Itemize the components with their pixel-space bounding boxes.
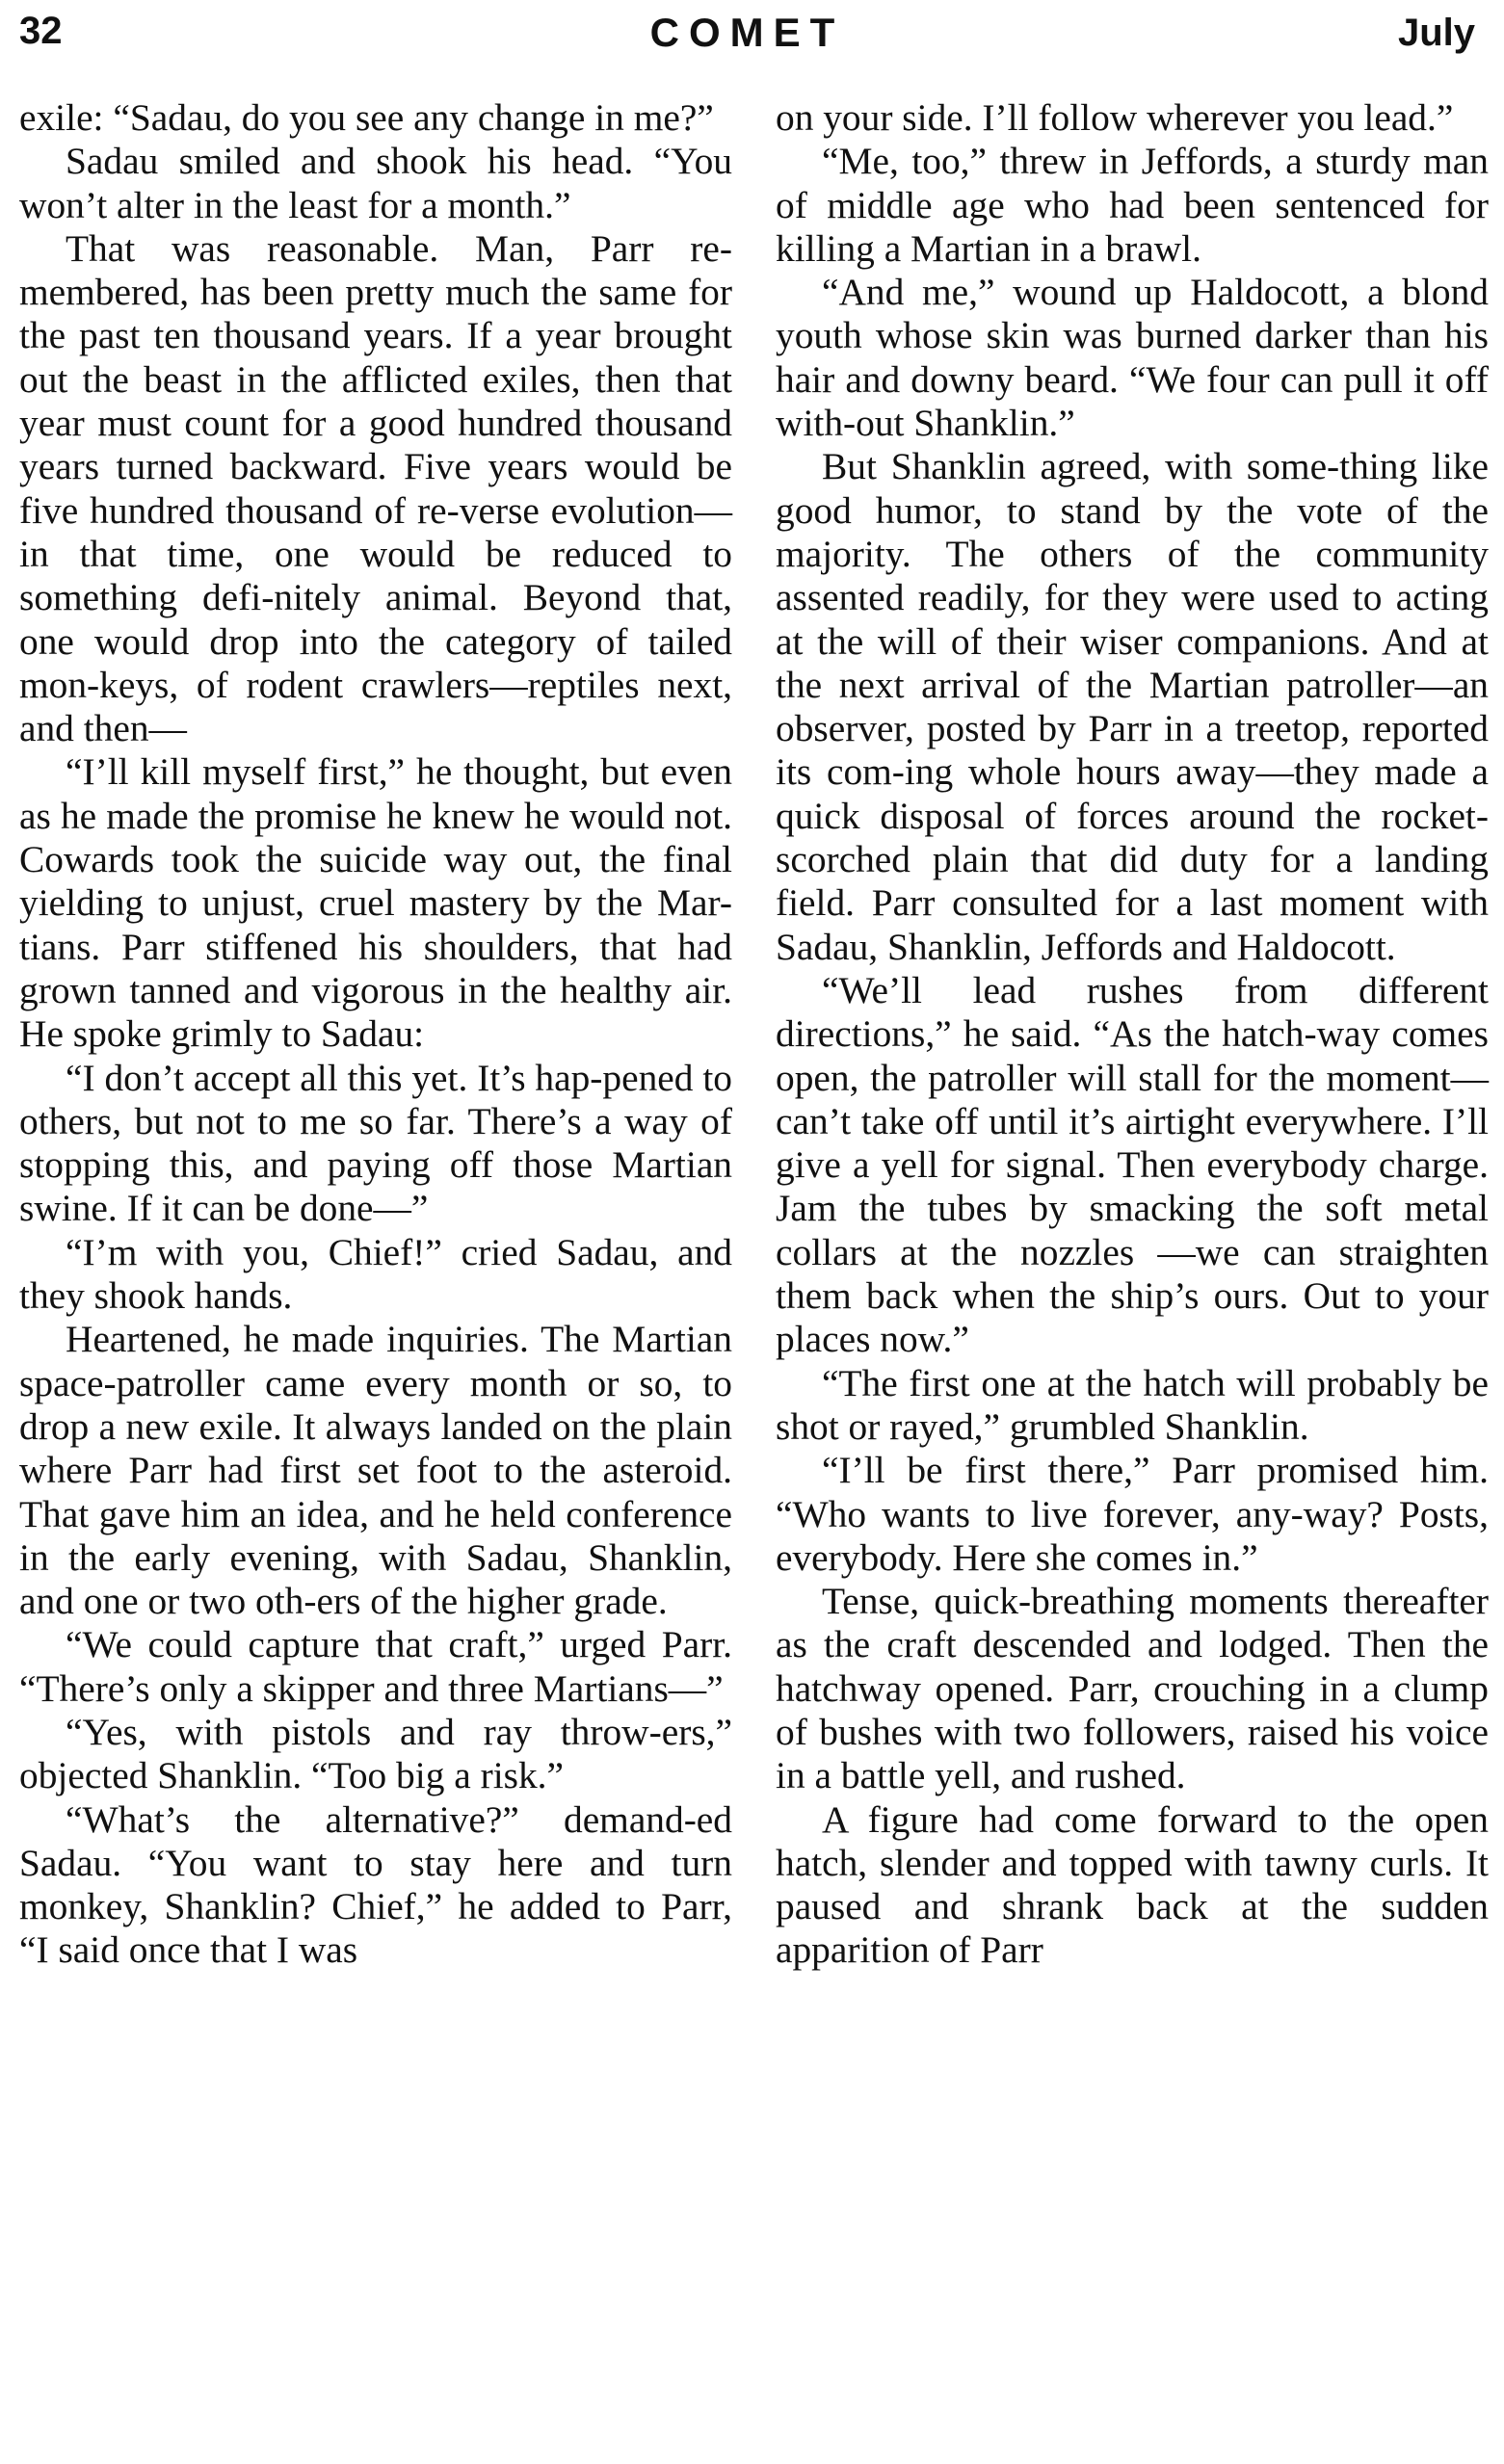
paragraph: “I don’t accept all this yet. It’s hap-pened to others, but not to me so far. There’s a way of stopping this, and paying off those Martian swine. If it can be done—”	[19, 1056, 732, 1230]
paragraph: “I’ll kill myself first,” he thought, but even as he made the promise he knew he would not. Cowards took the suicide way out, the final yielding to unjust, cruel mastery by the Mar-tians. Parr stiffened his shoulders, that had grown tanned and vigorous in the healthy air. He spoke grimly to Sadau:	[19, 750, 732, 1056]
paragraph: A figure had come forward to the open hatch, slender and topped with tawny curls. It paused and shrank back at the sudden apparition of Parr	[776, 1797, 1489, 1972]
paragraph: exile: “Sadau, do you see any change in me?”	[19, 96, 714, 139]
magazine-title: COMET	[649, 10, 845, 55]
left-column	[19, 96, 732, 1973]
paragraph: “I’ll be first there,” Parr promised him. “Who wants to live forever, any-way? Posts, everybody. Here she comes in.”	[776, 1449, 1489, 1579]
paragraph: “Me, too,” threw in Jeffords, a sturdy man of middle age who had been sentenced for killing a Martian in a brawl.	[776, 140, 1489, 270]
paragraph: “What’s the alternative?” demand-ed Sadau. “You want to stay here and turn monkey, Shanklin? Chief,” he added to Parr, “I said once that I was	[19, 1797, 732, 1972]
issue-month: July	[1397, 12, 1475, 54]
paragraph: Sadau smiled and shook his head. “You won’t alter in the least for a month.”	[19, 140, 732, 226]
page-header	[19, 6, 1475, 64]
paragraph: “The first one at the hatch will probably be shot or rayed,” grumbled Shanklin.	[776, 1361, 1489, 1448]
paragraph: on your side. I’ll follow wherever you lead.”	[776, 96, 1454, 139]
paragraph: “And me,” wound up Haldocott, a blond youth whose skin was burned darker than his hair and downy beard. “We four can pull it off with-out Shanklin.”	[776, 271, 1489, 445]
paragraph: That was reasonable. Man, Parr re-membered, has been pretty much the same for the past ten thousand years. If a year brought out the beast in the afflicted exiles, then that year must count for a good hundred thousand years turned backward. Five years would be five hundred thousand of re-verse evolution—in that time, one would be reduced to something defi-nitely animal. Beyond that, one would drop into the category of tailed mon-keys, of rodent crawlers—reptiles next, and then—	[19, 226, 732, 750]
paragraph: “We’ll lead rushes from different directions,” he said. “As the hatch-way comes open, the patroller will stall for the moment—can’t take off until it’s airtight everywhere. I’ll give a yell for signal. Then everybody charge. Jam the tubes by smacking the soft metal collars at the nozzles —we can straighten them back when the ship’s ours. Out to your places now.”	[776, 968, 1489, 1361]
paragraph: Heartened, he made inquiries. The Martian space-patroller came every month or so, to drop a new exile. It always landed on the plain where Parr had first set foot to the asteroid. That gave him an idea, and he held conference in the early evening, with Sadau, Shanklin, and one or two oth-ers of the higher grade.	[19, 1318, 732, 1623]
paragraph: But Shanklin agreed, with some-thing like good humor, to stand by the vote of the majority. The others of the community assented readily, for they were used to acting at the will of their wiser companions. And at the next arrival of the Martian patroller—an observer, posted by Parr in a treetop, reported its com-ing whole hours away—they made a quick disposal of forces around the rocket-scorched plain that did duty for a landing field. Parr consulted for a last moment with Sadau, Shanklin, Jeffords and Haldocott.	[776, 445, 1489, 968]
paragraph: “I’m with you, Chief!” cried Sadau, and they shook hands.	[19, 1230, 732, 1318]
page-number: 32	[19, 10, 63, 52]
right-column	[776, 96, 1489, 1973]
paragraph: “We could capture that craft,” urged Parr. “There’s only a skipper and three Martians—”	[19, 1623, 732, 1710]
paragraph: Tense, quick-breathing moments thereafter as the craft descended and lodged. Then the hatchway opened. Parr, crouching in a clump of bushes with two followers, raised his voice in a battle yell, and rushed.	[776, 1580, 1489, 1797]
paragraph: “Yes, with pistols and ray throw-ers,” objected Shanklin. “Too big a risk.”	[19, 1710, 732, 1797]
